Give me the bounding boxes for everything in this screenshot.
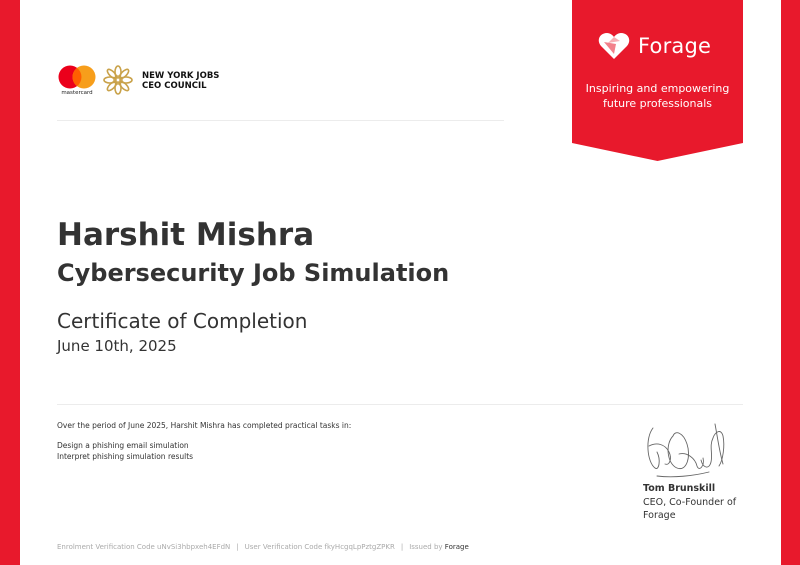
new-york-jobs-ceo-council-icon — [103, 65, 133, 99]
completion-date: June 10th, 2025 — [57, 337, 177, 355]
issuer-name: Forage — [444, 543, 469, 551]
signatory-name: Tom Brunskill — [643, 483, 716, 494]
forage-heart-logo-icon — [598, 32, 630, 60]
council-name-line-1: NEW YORK JOBS — [142, 71, 220, 81]
left-border-stripe — [0, 0, 20, 565]
task-item: Interpret phishing simulation results — [57, 451, 194, 461]
certificate-title: Certificate of Completion — [57, 309, 308, 333]
mastercard-logo — [57, 65, 97, 98]
header-divider — [57, 120, 504, 121]
completion-summary: Over the period of June 2025, Harshit Mishra has completed practical tasks in: — [57, 421, 352, 430]
issued-by-label: Issued by — [409, 543, 443, 551]
signature-image — [643, 416, 733, 486]
enrolment-verification-code: Enrolment Verification Code uNvSi3hbpxeh4EFdN — [57, 543, 231, 551]
verification-footer — [57, 543, 469, 551]
task-item: Design a phishing email simulation — [57, 441, 189, 450]
forage-tagline — [572, 81, 743, 111]
tagline-line-2: future professionals — [602, 97, 713, 110]
footer-separator: | — [400, 543, 404, 551]
forage-banner — [572, 0, 743, 161]
mastercard-circles-icon — [57, 65, 97, 89]
mastercard-wordmark: mastercard — [61, 90, 93, 96]
forage-brand — [598, 32, 711, 60]
user-verification-code: User Verification Code fkyHcgqLpPztgZPKR — [244, 543, 395, 551]
content-divider — [57, 404, 743, 405]
tagline-line-1: Inspiring and empowering — [585, 82, 730, 95]
signatory-role: CEO, Co-Founder of Forage — [643, 497, 737, 521]
footer-separator: | — [236, 543, 239, 551]
course-title: Cybersecurity Job Simulation — [57, 259, 450, 287]
task-list — [57, 441, 193, 462]
forage-wordmark: Forage — [638, 34, 712, 58]
right-border-stripe — [781, 0, 800, 565]
council-wordmark — [142, 71, 262, 91]
council-name-line-2: CEO COUNCIL — [142, 81, 207, 91]
recipient-name: Harshit Mishra — [57, 217, 315, 253]
